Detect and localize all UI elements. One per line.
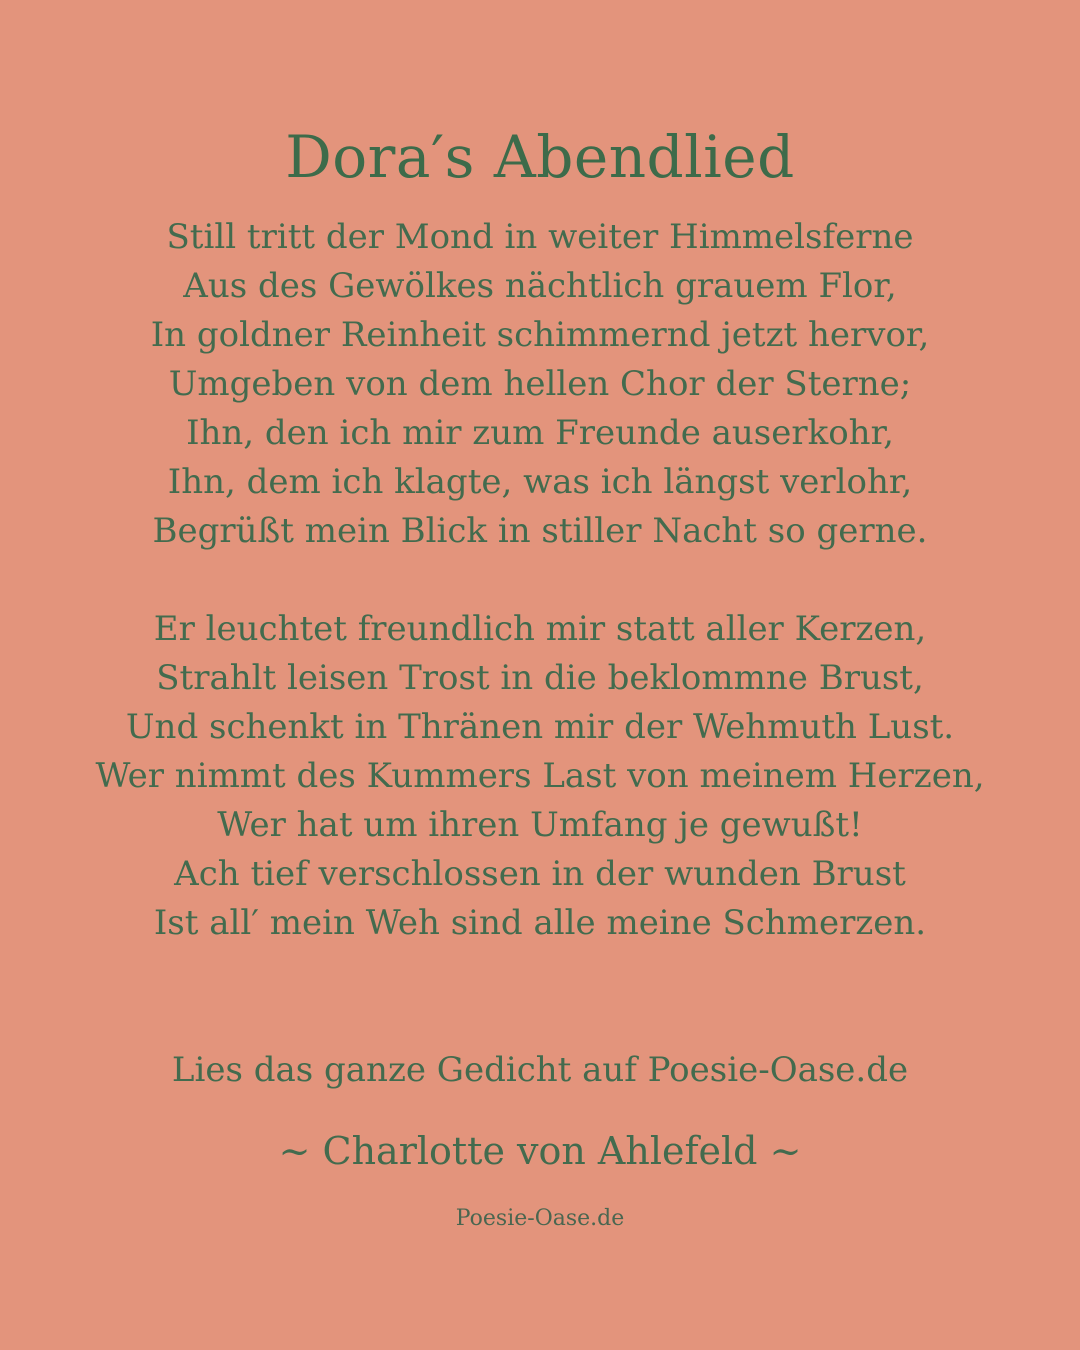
poem-line: Wer hat um ihren Umfang je gewußt!: [217, 805, 863, 845]
poem-line: Aus des Gewölkes nächtlich grauem Flor,: [183, 266, 897, 306]
author-name: ~ Charlotte von Ahlefeld ~: [278, 1129, 802, 1173]
poem-line: Er leuchtet freundlich mir statt aller Kerzen,: [153, 609, 927, 649]
poem-title: Dora′s Abendlied: [285, 123, 795, 191]
read-full-poem-text: Lies das ganze Gedicht auf Poesie-Oase.de: [171, 1050, 909, 1090]
poem-line: In goldner Reinheit schimmernd jetzt hervor,: [150, 315, 930, 355]
poem-line: Still tritt der Mond in weiter Himmelsferne: [166, 217, 914, 257]
poem-line: Ach tief verschlossen in der wunden Brust: [174, 854, 906, 894]
poem-line: Und schenkt in Thränen mir der Wehmuth Lust.: [125, 707, 955, 747]
poem-line: Ihn, dem ich klagte, was ich längst verlohr,: [167, 462, 913, 502]
poem-line: Begrüßt mein Blick in stiller Nacht so gerne.: [152, 511, 928, 551]
poem-line: Umgeben von dem hellen Chor der Sterne;: [168, 364, 912, 404]
poem-line: Wer nimmt des Kummers Last von meinem Herzen,: [95, 756, 985, 796]
poem-line: Ist all′ mein Weh sind alle meine Schmerzen.: [153, 903, 927, 943]
poem-line: Ihn, den ich mir zum Freunde auserkohr,: [186, 413, 894, 453]
footer-site-name: Poesie-Oase.de: [455, 1206, 625, 1231]
poem-line: Strahlt leisen Trost in die beklommne Brust,: [156, 658, 924, 698]
stanza-1: [0, 213, 1080, 556]
stanza-2: [0, 605, 1080, 948]
